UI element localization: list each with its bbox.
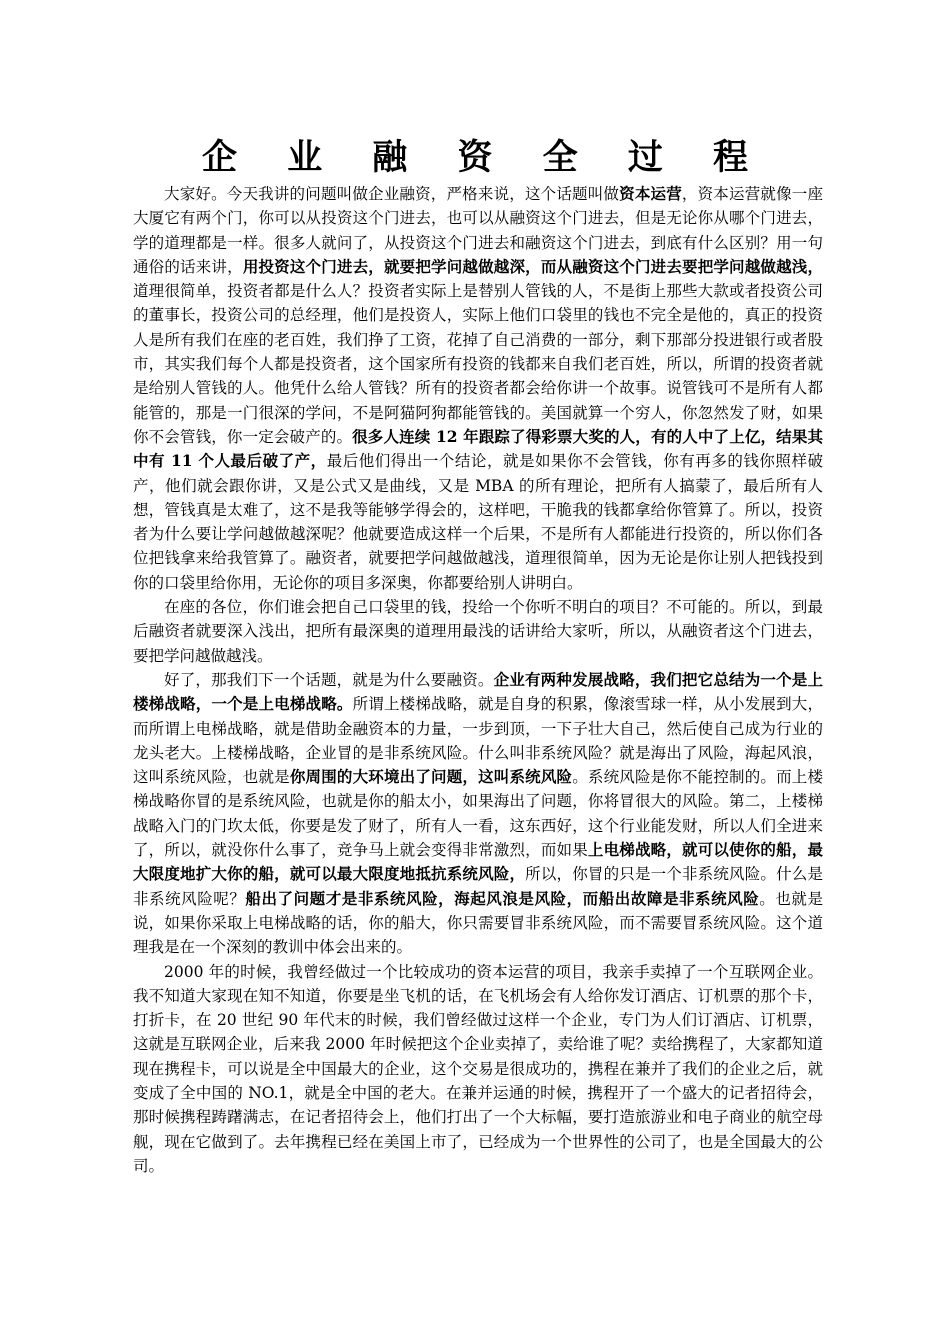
body-paragraph [133, 960, 823, 1179]
body-text-run: 在座的各位，你们谁会把自己口袋里的钱，投给一个你听不明白的项目？不可能的。所以，到最后融资者就要深入浅出，把所有最深奥的道理用最浅的话讲给大家听，所以，从融资者这个门进去，要把学问越做越浅。 [133, 598, 823, 665]
body-text-run: 道理很简单，投资者都是什么人？投资者实际上是替别人管钱的人，不是街上那些大款或者投资公司的董事长，投资公司的总经理，他们是投资人，实际上他们口袋里的钱也不完全是他的，真正的投资人是所有我们在座的老百姓，我们挣了工资，花掉了自己消费的一部分，剩下那部分投进银行或者股市，其实我们每个人都是投资者，这个国家所有投资的钱都来自我们老百姓，所以，所谓的投资者就是给别人管钱的人。他凭什么给人管钱？所有的投资者都会给你讲一个故事。说管钱可不是所有人都能管的，那是一门很深的学问，不是阿猫阿狗都能管钱的。美国就算一个穷人，你忽然发了财，如果你不会管钱，你一定会破产的。 [133, 282, 823, 446]
body-text-run: 。也就是说，如果你采取上电梯战略的话，你的船大，你只需要冒非系统风险，而不需要冒系统风险。这个道理我是在一个深刻的教训中体会出来的。 [133, 889, 823, 957]
body-text-run: 大家好。今天我讲的问题叫做企业融资，严格来说，这个话题叫做 [164, 185, 620, 203]
body-text-run: 最后他们得出一个结论，就是如果你不会管钱，你有再多的钱你照样破产，他们就会跟你讲，又是公式又是曲线，又是 MBA 的所有理论，把所有人搞蒙了，最后所有人 想，管钱真是太难了，这不是我等能够学得会的，这样吧，干脆我的钱都拿给你管算了。所以，投资者为什么要让学问越做越深呢？他就要造成这样一个后果，不是所有人都能进行投资的，所以你们各位把钱拿来给我管算了。融资者，就要把学问越做越浅，道理很简单，因为无论是你让别人把钱投到你的口袋里给你用，无论你的项目多深奥，你都要给别人讲明白。 [133, 452, 823, 592]
body-text-run: 2000 年的时候，我曾经做过一个比较成功的资本运营的项目，我亲手卖掉了一个互联网企业。我不知道大家现在知不知道，你要是坐飞机的话，在飞机场会有人给你发订酒店、订机票的那个卡，打折卡，在 20 世纪 90 年代末的时候，我们曾经做过这样一个企业，专门为人们订酒店、订机票，这就是互联网企业，后来我 2000 年时候把这个企业卖掉了，卖给谁了呢？卖给携程了，大家都知道现在携程卡，可以说是全中国最大的企业，这个交易是很成功的，携程在兼并了我们的企业之后，就变成了全中国的 NO.1，就是全中国的老大。在兼并运通的时候，携程开了一个盛大的记者招待会，那时候携程踌躇满志，在记者招待会上，他们打出了一个大标幅，要打造旅游业和电子商业的航空母舰，现在它做到了。去年携程已经在美国上市了，已经成为一个世界性的公司了，也是全国最大的公司。 [133, 962, 823, 1175]
document-title: 企 业 融 资 全 过 程 [201, 138, 768, 178]
emphasized-text: 用投资这个门进去，就要把学问越做越深，而从融资这个门进去要把学问越做越浅， [242, 256, 823, 276]
body-text-run: 。系统风险是你不能控制的。而上楼梯战略你冒的是系统风险，也就是你的船太小，如果海出了问题，你将冒很大的风险。第二，上楼梯战略入门的门坎太低，你要是发了财了，所有人一看，这东西好，这个行业能发财，所以人们全进来了，所以，就没你什么事了，竞争马上就会变得非常激烈，而如果 [133, 768, 823, 860]
emphasized-text: 很多人连续 12 年跟踪了得彩票大奖的人，有的人中了上亿，结果其中有 11 个人最后破了产， [133, 426, 823, 471]
body-text-run: 所以，你冒的只是一个非系统风险。什么是非系统风险呢？ [133, 865, 823, 908]
body-paragraph [133, 182, 823, 595]
emphasized-text: 企业有两种发展战略，我们把它总结为一个是上楼梯战略，一个是上电梯战略。 [133, 669, 823, 714]
document-body [133, 182, 823, 1178]
emphasized-text: 资本运营 [619, 184, 682, 203]
body-paragraph [133, 668, 823, 960]
body-text-run: 所谓上楼梯战略，就是自身的积累，像滚雪球一样，从小发展到大，而所谓上电梯战略，就是借助金融资本的力量，一步到顶，一下子壮大自己，然后使自己成为行业的龙头老大。上楼梯战略，企业冒的是非系统风险。什么叫非系统风险？就是海出了风险，海起风浪，这叫系统风险，也就是 [133, 695, 823, 787]
body-paragraph [133, 595, 823, 668]
body-text-run: ，资本运营就像一座大厦它有两个门，你可以从投资这个门进去，也可以从融资这个门进去，但是无论你从哪个门进去，学的道理都是一样。很多人就问了，从投资这个门进去和融资这个门进去，到底有什么区别？用一句通俗的话来讲， [133, 185, 823, 276]
emphasized-text: 船出了问题才是非系统风险，海起风浪是风险，而船出故障是非系统风险 [245, 888, 760, 908]
emphasized-text: 上电梯战略，就可以使你的船，最大限度地扩大你的船，就可以最大限度地抵抗系统风险， [133, 840, 823, 884]
emphasized-text: 你周围的大环境出了问题，这叫系统风险 [289, 767, 573, 787]
body-text-run: 好了，那我们下一个话题，就是为什么要融资。 [164, 670, 494, 689]
